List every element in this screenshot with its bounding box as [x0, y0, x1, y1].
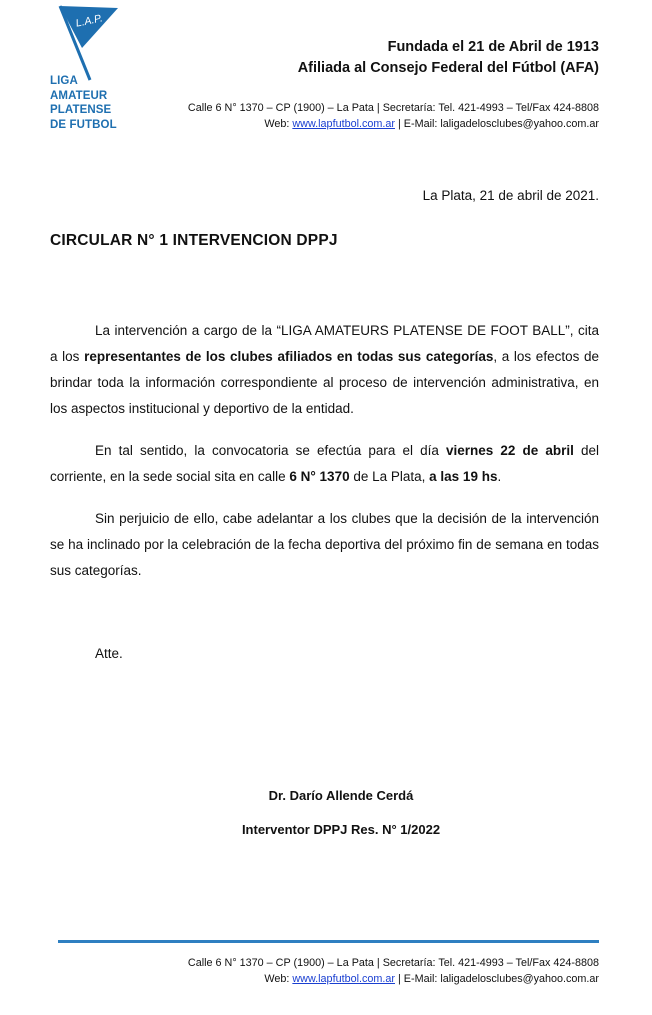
website-link[interactable]: www.lapfutbol.com.ar [292, 118, 395, 130]
paragraph-1: La intervención a cargo de la “LIGA AMATEURS PLATENSE DE FOOT BALL”, cita a los representantes de los clubes afiliados en todas sus categorías, a los efectos de brindar toda la información correspondiente al proceso de intervención administrativa, en los aspectos institucional y deportivo de la entidad. [50, 323, 599, 416]
logo-line: DE FUTBOL [50, 118, 117, 131]
flag-logo-icon [50, 2, 130, 82]
logo-wordmark [50, 74, 117, 132]
web-label: Web: [264, 118, 290, 130]
letter-body [50, 318, 599, 600]
paragraph-3: Sin perjuicio de ello, cabe adelantar a los clubes que la decisión de la intervención se ha inclinado por la celebración de la fecha deportiva del próximo fin de semana en todas sus categorías. [50, 511, 599, 578]
closing-text: Atte. [95, 646, 123, 661]
email-text: | E-Mail: laligadelosclubes@yahoo.com.ar [394, 973, 599, 985]
founded-text: Fundada el 21 de Abril de 1913 [387, 39, 599, 55]
footer-contact [188, 955, 599, 987]
logo-line: LIGA [50, 75, 78, 87]
email-text: | E-Mail: laligadelosclubes@yahoo.com.ar [394, 118, 599, 130]
paragraph-2: En tal sentido, la convocatoria se efectúa para el día viernes 22 de abril del corriente, en la sede social sita en calle 6 N° 1370 de La Plata, a las 19 hs. [50, 443, 599, 484]
affiliation-text: Afiliada al Consejo Federal del Fútbol (AFA) [297, 60, 599, 76]
footer-web-line [188, 971, 599, 987]
letter-date: La Plata, 21 de abril de 2021. [422, 188, 599, 203]
circular-title: CIRCULAR N° 1 INTERVENCION DPPJ [50, 232, 338, 249]
letterhead-title [298, 37, 599, 79]
flag-text: L.A.P. [74, 12, 104, 30]
website-link[interactable]: www.lapfutbol.com.ar [292, 973, 395, 985]
lap-logo [50, 2, 130, 82]
signature-role: Interventor DPPJ Res. N° 1/2022 [241, 822, 441, 837]
logo-line: AMATEUR [50, 89, 108, 102]
web-label: Web: [264, 973, 290, 985]
logo-line: PLATENSE [50, 104, 112, 116]
footer-address: Calle 6 N° 1370 – CP (1900) – La Pata | Secretaría: Tel. 421-4993 – Tel/Fax 424-8808 [187, 957, 599, 969]
footer-divider [58, 940, 599, 943]
signature-name: Dr. Darío Allende Cerdá [268, 788, 414, 803]
header-address: Calle 6 N° 1370 – CP (1900) – La Pata | Secretaría: Tel. 421-4993 – Tel/Fax 424-8808 [187, 102, 599, 114]
header-contact [188, 100, 599, 132]
header-web-line [188, 116, 599, 132]
